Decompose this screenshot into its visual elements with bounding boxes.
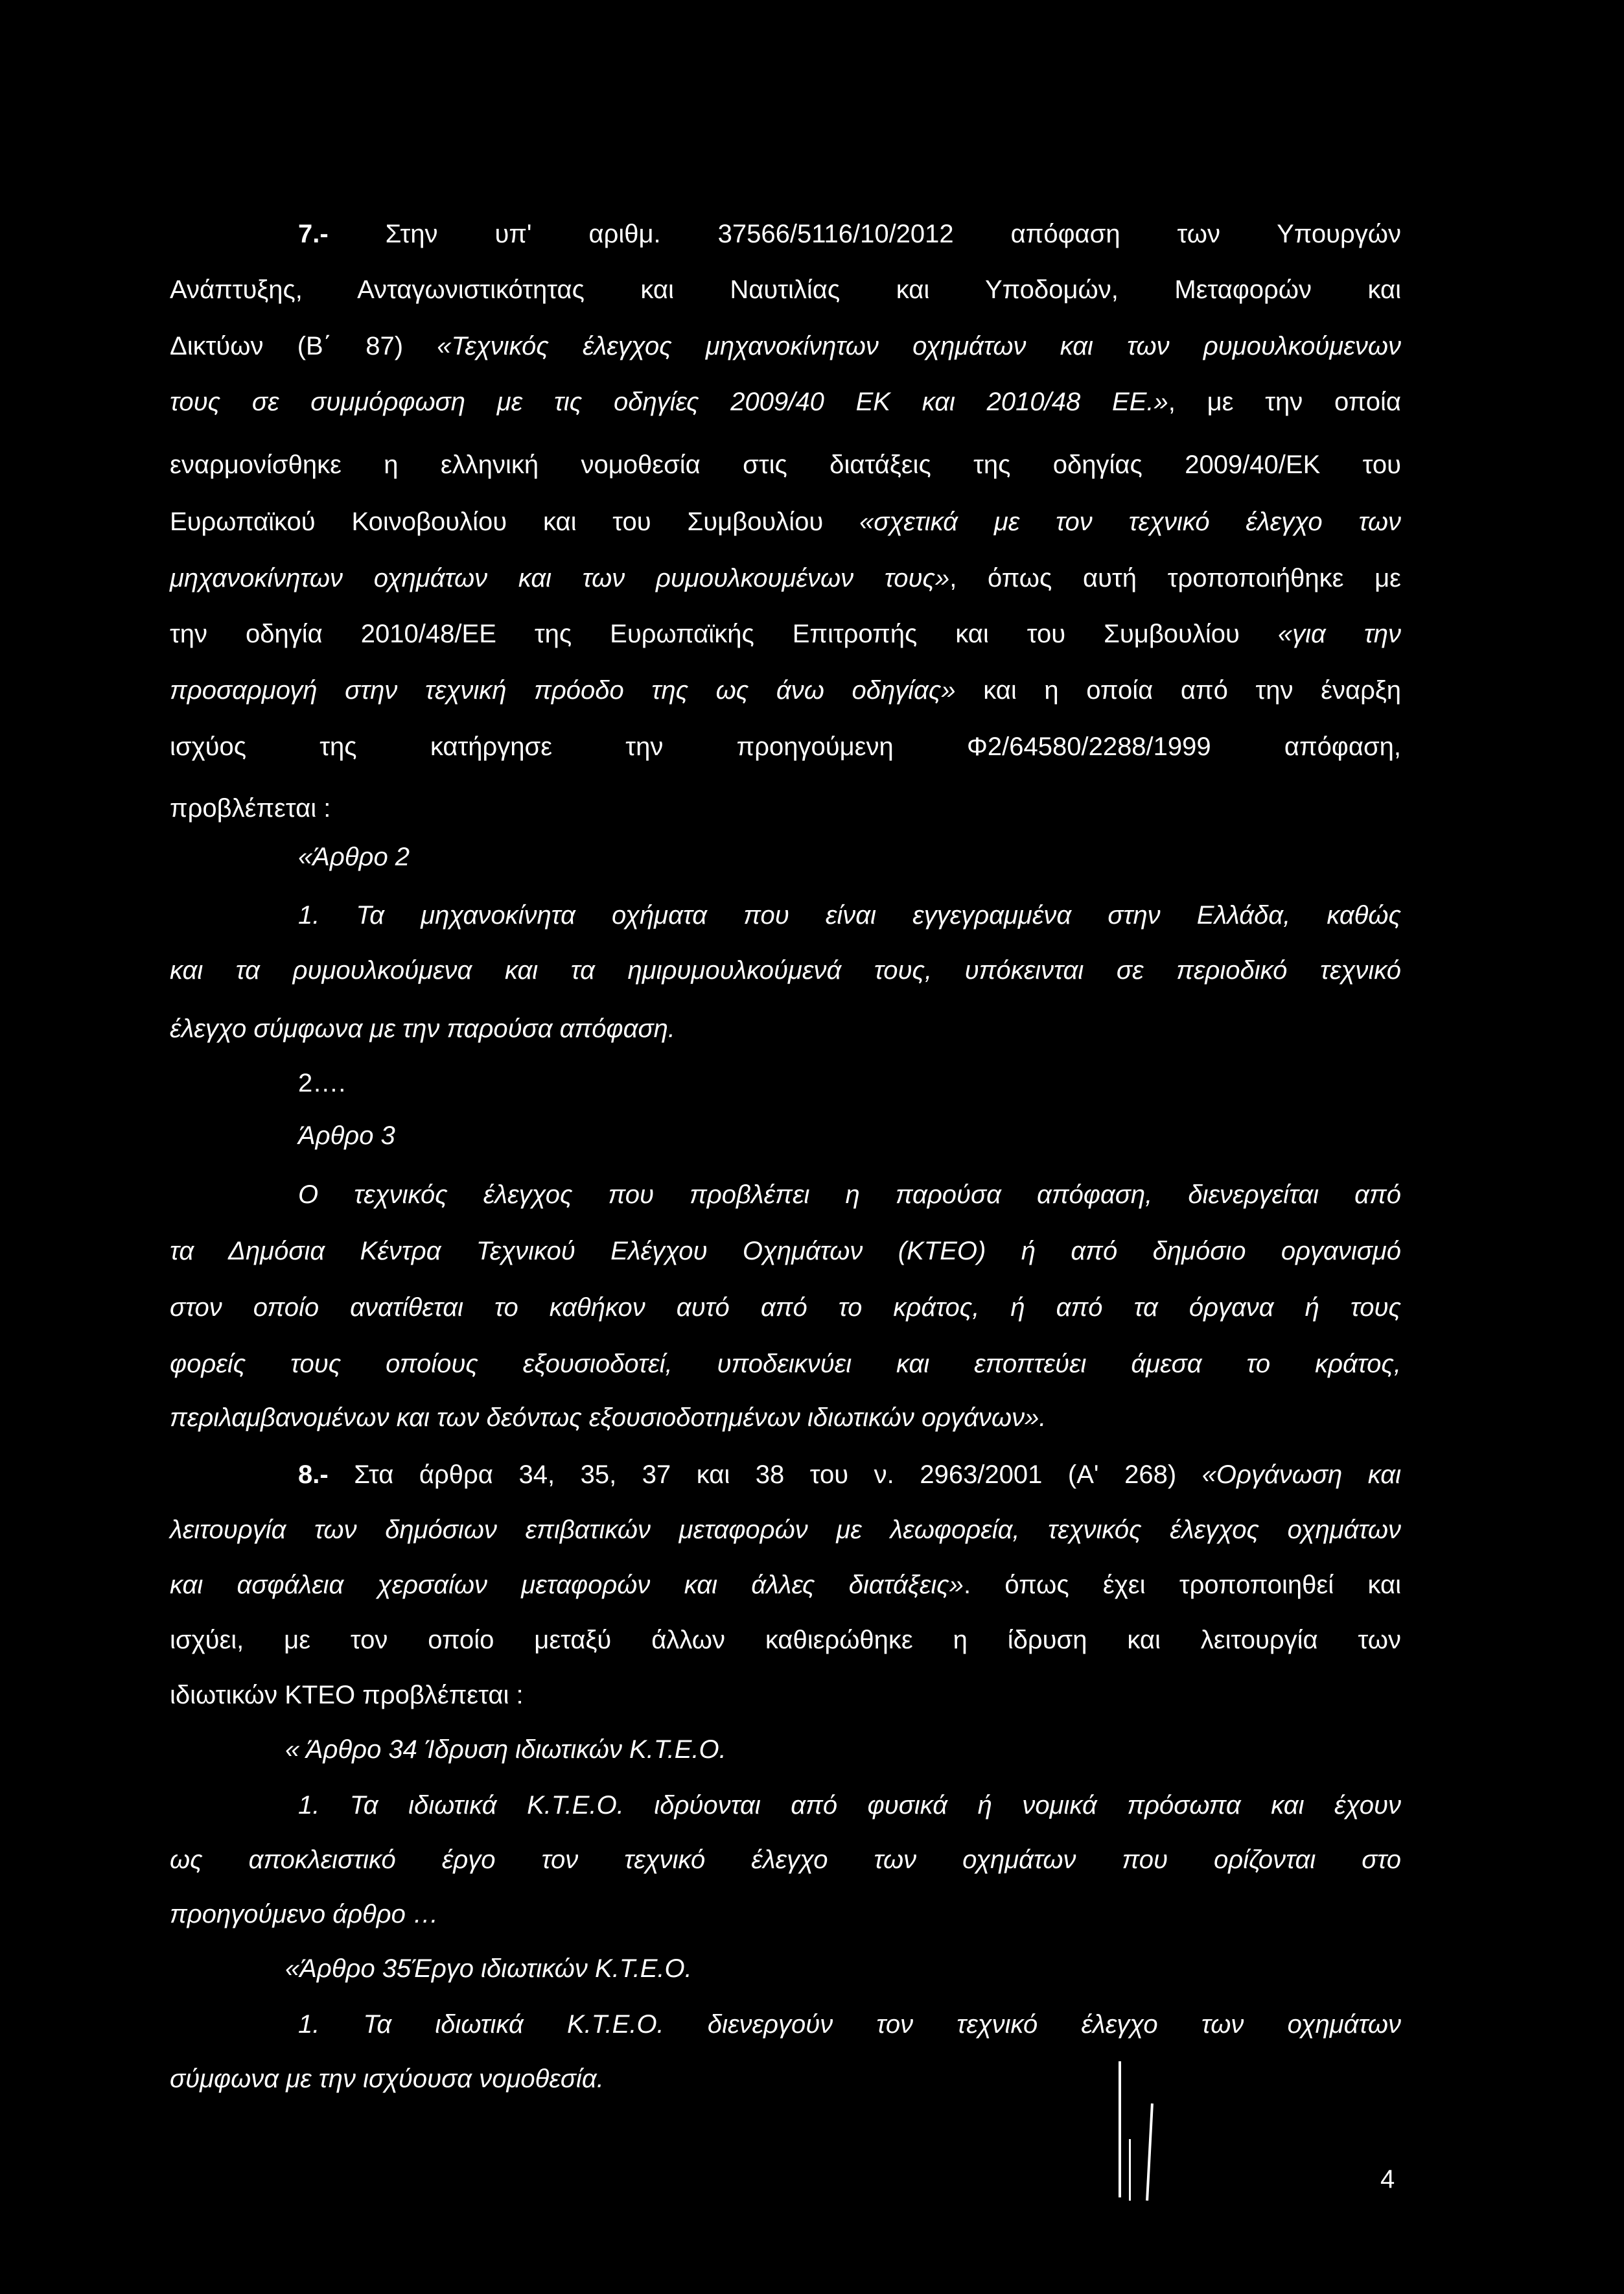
p7-line-6: Ευρωπαϊκού Κοινοβουλίου και του Συμβουλίου «σχετικά με τον τεχνικό έλεγχο των (170, 508, 1401, 536)
article-34-line-1: 1. Τα ιδιωτικά Κ.Τ.Ε.Ο. ιδρύονται από φυσικά ή νομικά πρόσωπα και έχουν (298, 1791, 1401, 1820)
article-3-line-5: περιλαμβανομένων και των δεόντως εξουσιοδοτημένων ιδιωτικών οργάνων». (170, 1403, 1047, 1432)
p7-line-5: εναρμονίσθηκε η ελληνική νομοθεσία στις διατάξεις της οδηγίας 2009/40/ΕΚ του (170, 451, 1401, 479)
p8-line-1: 8.- Στα άρθρα 34, 35, 37 και 38 του ν. 2963/2001 (Α' 268) «Οργάνωση και (298, 1460, 1401, 1489)
article-2-para-1-line-3: έλεγχο σύμφωνα με την παρούσα απόφαση. (170, 1014, 675, 1043)
p7-number: 7.- (298, 220, 329, 248)
article-3-line-1: Ο τεχνικός έλεγχος που προβλέπει η παρούσα απόφαση, διενεργείται από (298, 1180, 1401, 1209)
p8-line-4: ισχύει, με τον οποίο μεταξύ άλλων καθιερώθηκε η ίδρυση και λειτουργία των (170, 1626, 1401, 1654)
p8-line-5: ιδιωτικών ΚΤΕΟ προβλέπεται : (170, 1681, 524, 1709)
p7-line-7: μηχανοκίνητων οχημάτων και των ρυμουλκουμένων τους», όπως αυτή τροποποιήθηκε με (170, 564, 1402, 592)
article-34-heading: « Άρθρο 34 Ίδρυση ιδιωτικών Κ.Τ.Ε.Ο. (285, 1735, 726, 1764)
article-2-para-2: 2…. (298, 1069, 346, 1097)
article-3-heading: Άρθρο 3 (298, 1121, 395, 1150)
article-2-para-1-line-1: 1. Τα μηχανοκίνητα οχήματα που είναι εγγεγραμμένα στην Ελλάδα, καθώς (298, 901, 1401, 930)
p7-line-2: Ανάπτυξης, Ανταγωνιστικότητας και Ναυτιλίας και Υποδομών, Μεταφορών και (170, 275, 1401, 304)
article-3-line-4: φορείς τους οποίους εξουσιοδοτεί, υποδεικνύει και εποπτεύει άμεσα το κράτος, (170, 1350, 1401, 1378)
article-35-line-2: σύμφωνα με την ισχύουσα νομοθεσία. (170, 2065, 604, 2093)
margin-mark-3 (1129, 2139, 1131, 2201)
article-3-line-2: τα Δημόσια Κέντρα Τεχνικού Ελέγχου Οχημάτων (ΚΤΕΟ) ή από δημόσιο οργανισμό (170, 1237, 1401, 1265)
article-35-heading: «Άρθρο 35Έργο ιδιωτικών Κ.Τ.Ε.Ο. (285, 1954, 692, 1983)
p8-line-3: και ασφάλεια χερσαίων μεταφορών και άλλες διατάξεις». όπως έχει τροποποιηθεί και (170, 1571, 1401, 1599)
article-35-line-1: 1. Τα ιδιωτικά Κ.Τ.Ε.Ο. διενεργούν τον τεχνικό έλεγχο των οχημάτων (298, 2010, 1401, 2039)
p7-line-4: τους σε συμμόρφωση με τις οδηγίες 2009/40 ΕΚ και 2010/48 ΕΕ.», με την οποία (170, 388, 1401, 416)
p7-line-11: προβλέπεται : (170, 794, 331, 823)
p7-line-8: την οδηγία 2010/48/ΕΕ της Ευρωπαϊκής Επιτροπής και του Συμβουλίου «για την (170, 620, 1401, 648)
article-2-para-1-line-2: και τα ρυμουλκούμενα και τα ημιρυμουλκούμενά τους, υπόκεινται σε περιοδικό τεχνικό (170, 956, 1401, 985)
article-34-line-3: προηγούμενο άρθρο … (170, 1900, 439, 1928)
p7-line-10: ισχύος της κατήργησε την προηγούμενη Φ2/64580/2288/1999 απόφαση, (170, 732, 1401, 761)
p7-line-3: Δικτύων (Β΄ 87) «Τεχνικός έλεγχος μηχανοκίνητων οχημάτων και των ρυμουλκούμενων (170, 332, 1401, 360)
article-34-line-2: ως αποκλειστικό έργο τον τεχνικό έλεγχο των οχημάτων που ορίζονται στο (170, 1845, 1401, 1874)
margin-mark-1 (1119, 2061, 1121, 2197)
p7-line-1: 7.- Στην υπ' αριθμ. 37566/5116/10/2012 απόφαση των Υπουργών (298, 220, 1402, 248)
p8-line-2: λειτουργία των δημόσιων επιβατικών μεταφορών με λεωφορεία, τεχνικός έλεγχος οχημάτων (170, 1516, 1401, 1544)
margin-mark-2 (1146, 2103, 1154, 2201)
page-number: 4 (1380, 2165, 1395, 2194)
article-3-line-3: στον οποίο ανατίθεται το καθήκον αυτό από το κράτος, ή από τα όργανα ή τους (170, 1293, 1401, 1322)
p8-number: 8.- (298, 1460, 329, 1489)
p7-line-9: προσαρμογή στην τεχνική πρόοδο της ως άνω οδηγίας» και η οποία από την έναρξη (170, 676, 1401, 705)
article-2-heading: «Άρθρο 2 (298, 843, 410, 871)
